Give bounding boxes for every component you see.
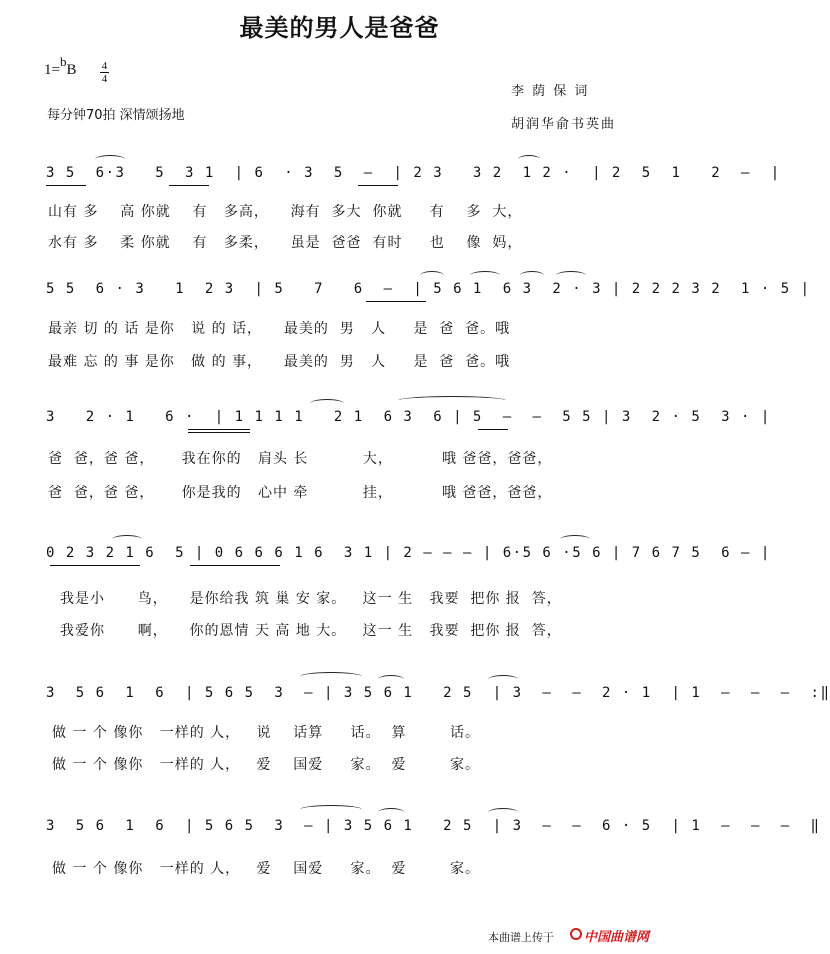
key-note: B [66, 62, 77, 78]
beam [478, 429, 508, 430]
beam [366, 301, 426, 302]
song-title: 最美的男人是爸爸 [239, 14, 440, 42]
beam [188, 432, 250, 433]
lyric-line-1b: 水有 多 柔 你就 有 多柔， 虽是 爸爸 有时 也 像 妈， [48, 235, 523, 251]
slur [488, 675, 518, 684]
notation-line-5: 3 5 6 1 6 | 5 6 5 3 – | 3 5 6 1 2 5 | 3 – – 2 · 1 | 1 – – – :‖ [46, 685, 830, 701]
beam [50, 565, 140, 566]
lyric-line-2a: 最亲 切 的 话 是你 说 的 话， 最美的 男 人 是 爸 爸。哦 [48, 321, 511, 337]
notation-line-3: 3 2 · 1 6 · | 1 1 1 1 2 1 6 3 6 | 5 – – 5 5 | 3 2 · 5 3 · | [46, 409, 771, 425]
beam [358, 185, 398, 186]
slur [520, 271, 544, 280]
slur [518, 155, 540, 164]
lyric-line-6a: 做 一 个 像你 一样的 人， 爱 国爱 家。 爱 家。 [52, 861, 481, 877]
slur [470, 271, 500, 280]
lyric-line-3b: 爸 爸，爸 爸， 你是我的 心中 牵 挂， 哦 爸爸，爸爸， [48, 485, 553, 501]
slur [300, 672, 362, 681]
lyric-line-3a: 爸 爸，爸 爸， 我在你的 肩头 长 大， 哦 爸爸，爸爸， [48, 451, 553, 467]
meter-top: 4 [101, 60, 108, 72]
meter-bottom: 4 [101, 73, 108, 85]
notation-line-4: 0 2 3 2 1 6 5 | 0 6 6 6 1 6 3 1 | 2 – – – | 6·5 6 ·5 6 | 7 6 7 5 6 – | [46, 545, 771, 561]
tempo-marking: 每分钟70拍 深情颂扬地 [47, 108, 185, 123]
beam [190, 565, 280, 566]
slur [378, 808, 404, 817]
flat-sign: b [59, 54, 67, 69]
slur [556, 271, 586, 280]
beam [46, 185, 86, 186]
slur [420, 271, 444, 280]
slur [378, 675, 404, 684]
notation-line-2: 5 5 6 · 3 1 2 3 | 5 7 6 – | 5 6 1 6 3 2 · 3 | 2 2 2 3 2 1 · 5 | [46, 281, 811, 297]
notation-line-6: 3 5 6 1 6 | 5 6 5 3 – | 3 5 6 1 2 5 | 3 – – 6 · 5 | 1 – – – ‖ [46, 818, 821, 834]
lyricist-credit: 李 荫 保 词 [511, 84, 590, 99]
slur [560, 535, 590, 544]
site-logo-text[interactable]: 中国曲谱网 [584, 930, 650, 945]
tie [398, 396, 506, 405]
time-signature [100, 60, 109, 85]
slur [488, 808, 518, 817]
lyric-line-5a: 做 一 个 像你 一样的 人， 说 话算 话。 算 话。 [52, 725, 481, 741]
lyric-line-4a: 我是小 鸟， 是你给我 筑 巢 安 家。 这一 生 我要 把你 报 答， [60, 591, 562, 607]
site-logo-icon [570, 928, 582, 940]
beam [169, 185, 209, 186]
lyric-line-5b: 做 一 个 像你 一样的 人， 爱 国爱 家。 爱 家。 [52, 757, 481, 773]
notation-line-1: 3 5 6·3 5 3 1 | 6 · 3 5 – | 2 3 3 2 1 2 · | 2 5 1 2 – | [46, 165, 781, 181]
upload-note: 本曲谱上传于 [488, 931, 554, 944]
slur [95, 155, 125, 164]
slur [300, 805, 362, 814]
composer-credit: 胡润华俞书英曲 [511, 117, 617, 132]
lyric-line-2b: 最难 忘 的 事 是你 做 的 事， 最美的 男 人 是 爸 爸。哦 [48, 354, 511, 370]
lyric-line-4b: 我爱你 啊， 你的恩情 天 高 地 大。 这一 生 我要 把你 报 答， [60, 623, 562, 639]
beam [188, 429, 250, 430]
key-prefix: 1= [44, 62, 60, 78]
slur [112, 535, 142, 544]
slur [310, 399, 344, 408]
lyric-line-1a: 山有 多 高 你就 有 多高， 海有 多大 你就 有 多 大， [48, 204, 523, 220]
key-signature [44, 54, 77, 79]
